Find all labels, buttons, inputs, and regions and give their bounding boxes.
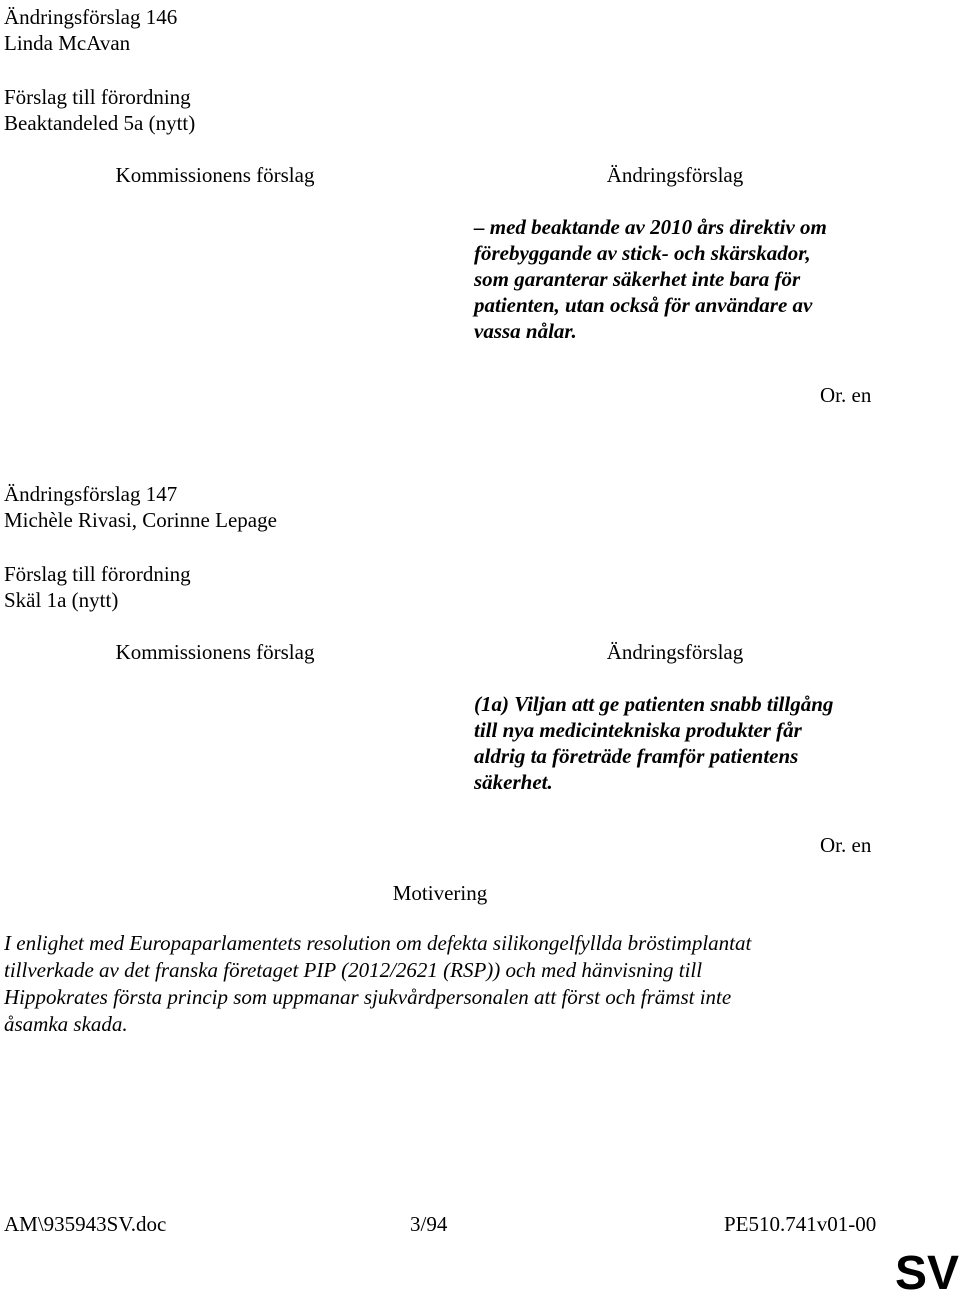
amendment-147-reference: Skäl 1a (nytt)	[4, 588, 119, 612]
amendment-147-line: aldrig ta företräde framför patientens	[474, 744, 799, 768]
justification-line: åsamka skada.	[4, 1012, 128, 1036]
amendment-147-line: (1a) Viljan att ge patienten snabb tillgång	[474, 692, 834, 716]
amendment-146-line: som garanterar säkerhet inte bara för	[474, 267, 801, 291]
footer-page-number: 3/94	[410, 1212, 448, 1236]
amendment-146-line: förebyggande av stick- och skärskador,	[474, 241, 811, 265]
amendment-146-col-right-header: Ändringsförslag	[606, 163, 744, 187]
amendment-147-author: Michèle Rivasi, Corinne Lepage	[4, 508, 277, 532]
amendment-147-col-left-header: Kommissionens förslag	[115, 640, 315, 664]
amendment-146-text	[474, 214, 914, 344]
justification-line: I enlighet med Europaparlamentets resolution om defekta silikongelfyllda bröstimplantat	[4, 931, 752, 955]
amendment-146-line: vassa nålar.	[474, 319, 577, 343]
amendment-146-col-left-header: Kommissionens förslag	[115, 163, 315, 187]
amendment-146-author: Linda McAvan	[4, 31, 131, 55]
amendment-147-number: Ändringsförslag 147	[4, 482, 178, 506]
footer-doc-reference: AM\935943SV.doc	[4, 1212, 167, 1236]
amendment-146-line: – med beaktande av 2010 års direktiv om	[474, 215, 827, 239]
amendment-146-original-language: Or. en	[820, 383, 872, 407]
justification-line: tillverkade av det franska företaget PIP (2012/2621 (RSP)) och med hänvisning till	[4, 958, 703, 982]
justification-line: Hippokrates första princip som uppmanar sjukvårdpersonalen att först och främst inte	[4, 985, 732, 1009]
footer-language-mark: SV	[895, 1247, 960, 1300]
amendment-146-proposal: Förslag till förordning	[4, 85, 191, 109]
amendment-147-original-language: Or. en	[820, 833, 872, 857]
amendment-147-text	[474, 691, 914, 795]
justification-heading: Motivering	[392, 881, 488, 905]
amendment-147-col-right-header: Ändringsförslag	[606, 640, 744, 664]
amendment-147-line: till nya medicintekniska produkter får	[474, 718, 802, 742]
footer-pe-reference: PE510.741v01-00	[724, 1212, 877, 1236]
amendment-146-reference: Beaktandeled 5a (nytt)	[4, 111, 196, 135]
amendment-147-proposal: Förslag till förordning	[4, 562, 191, 586]
amendment-146-line: patienten, utan också för användare av	[474, 293, 813, 317]
amendment-147-line: säkerhet.	[474, 770, 553, 794]
justification-text	[4, 930, 954, 1038]
amendment-146-number: Ändringsförslag 146	[4, 5, 178, 29]
